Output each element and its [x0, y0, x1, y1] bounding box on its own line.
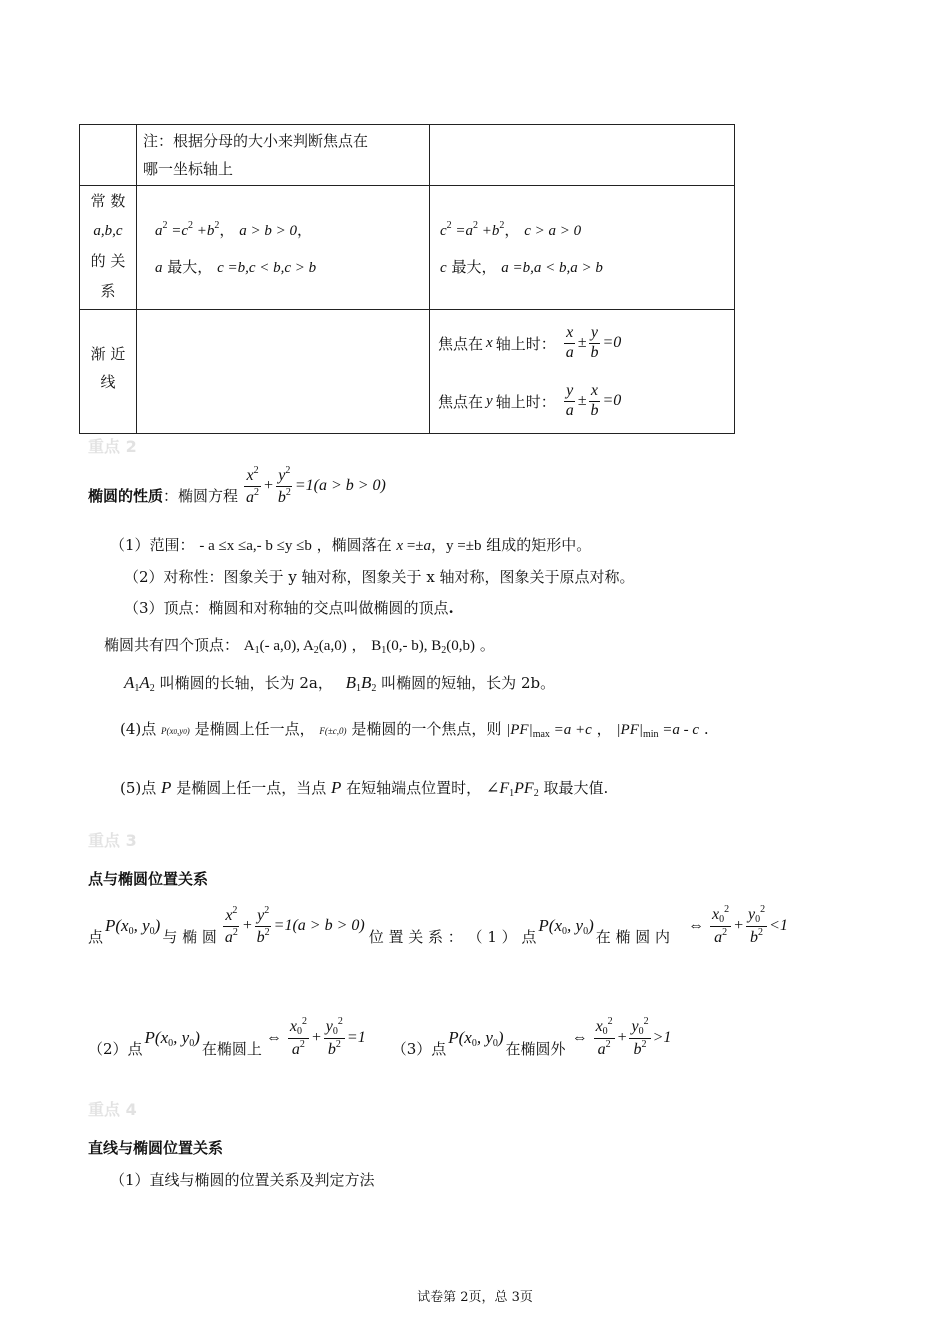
asymptote-y-line: [438, 372, 734, 430]
formula-x-over-a-pm-y-over-b: $\frac{x}{a}$ ± $\frac{y}{b}$ =0: [565, 323, 622, 361]
comma: ，: [351, 636, 367, 654]
table-row-constants: [80, 186, 735, 310]
item4-text: 是椭圆上任一点，: [194, 720, 315, 738]
table-cell-constants-label: [80, 186, 137, 310]
page-footer: 试卷第 2页，总 3页: [417, 1290, 533, 1305]
pf-max-formula: $|PF|_{max} =a +c$: [506, 722, 592, 740]
point-ellipse-title: 点与椭圆位置关系: [88, 870, 209, 888]
position-relation-text: 位 置 关 系 ： （ 1 ） 点: [368, 927, 537, 946]
max-text: 最大，: [167, 258, 213, 276]
period: .: [703, 720, 709, 738]
symbol-p: P: [161, 778, 172, 797]
four-vertices-line: [104, 634, 495, 656]
formula-a-eq-b: a =b,a < b,a > b: [501, 260, 603, 276]
table-row-asymptote: [80, 310, 735, 434]
formula-a-gt-b-gt-0: a > b > 0: [239, 223, 297, 239]
table-cell-empty: [80, 125, 137, 186]
point-text: 点: [88, 927, 104, 946]
ellipse-equation: $\frac{x^2}{a^2}$ + $\frac{y^2}{b^2}$ =1(a > b > 0): [246, 465, 386, 506]
relation-y-line2: [440, 249, 734, 286]
period: .: [448, 599, 454, 617]
on-ellipse-text: 在椭圆上: [201, 1039, 262, 1058]
focus-on-text: 焦点在: [438, 392, 484, 411]
table-cell-empty-right: [430, 125, 735, 186]
relation-x-line2: [155, 249, 429, 286]
property-focal-distance: [120, 718, 709, 740]
ellipse-properties-title: [88, 466, 386, 507]
vertices-b-formula: $B_1(0,-$ b), $B_2(0,b)$: [371, 638, 476, 656]
title-tail: ：椭圆方程: [163, 486, 239, 505]
ellipse-equation-2: $\frac{x^2}{a^2}$ + $\frac{y^2}{b^2}$ =1(a > b > 0): [224, 904, 365, 946]
point-ellipse-line-1: [88, 900, 788, 952]
point-p0: $P(x_0$, $y_0$): [448, 1027, 504, 1049]
minor-axis-text: 叫椭圆的短轴，长为 2b。: [381, 674, 556, 692]
formula-c-eq-b: c =b,c < b,c > b: [217, 260, 317, 276]
inside-condition: ⇔ $\frac{x_0^2}{a^2}$ + $\frac{y_0^2}{b^2}$ <1: [688, 903, 788, 947]
table-cell-asymptote-formulas: [430, 310, 735, 434]
outside-text: 在椭圆外: [505, 1039, 566, 1058]
item3-label: （3）点: [391, 1039, 447, 1058]
range-label: （1）范围：: [110, 536, 195, 554]
range-text: ，椭圆落在: [316, 536, 392, 554]
vertices-a-formula: $A_1(-$ a,0), $A_2(a,0)$: [243, 638, 347, 656]
formula-c2-a2-b2: $c^2 =a^2 +b^2$: [440, 220, 505, 239]
point-p0: $P(x_0$, $y_0$): [538, 915, 594, 937]
major-axis-text: 叫椭圆的长轴，长为 2a，: [159, 674, 333, 692]
range-formula: - a ≤x ≤a,- b ≤y ≤b: [199, 538, 312, 554]
property-symmetry: （2）对称性：图象关于 y 轴对称，图象关于 x 轴对称，图象关于原点对称。: [124, 568, 635, 586]
range-text-tail: 组成的矩形中。: [486, 536, 592, 554]
period: 。: [479, 636, 495, 654]
section-heading-2: 重点 2: [88, 437, 137, 456]
label-line-abc: a,b,c: [93, 223, 123, 239]
comma: ，: [596, 720, 612, 738]
table-cell-asymptote-label: [80, 310, 137, 434]
formula-c-gt-a-gt-0: c > a > 0: [524, 223, 582, 239]
item5-text-2: 在短轴端点位置时，: [346, 779, 482, 797]
formula-a2-c2-b2: $a^2 =c^2 +b^2$: [155, 220, 220, 239]
item5-label: (5)点: [120, 779, 157, 797]
item2-label: （2）点: [88, 1039, 143, 1058]
comma: ，: [296, 221, 312, 239]
note-line-2: 哪一坐标轴上: [143, 160, 234, 178]
axes-line: [124, 672, 555, 694]
symbol-y: y: [486, 392, 493, 409]
focus-symbol: F(±c,0): [319, 726, 347, 736]
item5-text-3: 取最大值.: [543, 779, 609, 797]
item5-text: 是椭圆上任一点，当点: [176, 779, 327, 797]
line-ellipse-item-1: （1）直线与椭圆的位置关系及判定方法: [110, 1171, 375, 1189]
on-condition: ⇔ $\frac{x_0^2}{a^2}$ + $\frac{y_0^2}{b^2}$ =1: [265, 1015, 366, 1059]
max-text: 最大，: [451, 258, 497, 276]
label-line: 常 数: [90, 192, 126, 210]
title-text: 椭圆的性质: [88, 486, 164, 505]
label-line: 的 关: [90, 252, 126, 270]
table-row-note: [80, 125, 735, 186]
b1b2-symbol: $B_1B_2$: [345, 673, 377, 694]
label-line: 渐 近: [90, 345, 126, 363]
comma: ，: [504, 221, 520, 239]
point-p0: $P(x_0$, $y_0$): [144, 1027, 200, 1049]
property-range: [110, 534, 591, 555]
asymptote-x-line: [438, 314, 734, 372]
label-line: 线: [100, 373, 116, 391]
symbol-p: P: [331, 778, 342, 797]
table-cell-note: [137, 125, 430, 186]
note-line-1: 注：根据分母的大小来判断焦点在: [143, 132, 369, 150]
four-vertices-text: 椭圆共有四个顶点：: [104, 636, 240, 654]
a1a2-symbol: $A_1A_2$: [124, 673, 155, 694]
outside-condition: ⇔ $\frac{x_0^2}{a^2}$ + $\frac{y_0^2}{b^2}$ >1: [571, 1015, 672, 1059]
angle-f1pf2: $\angle F_1PF_2$: [485, 780, 539, 799]
point-p0: $P(x_0$, $y_0$): [105, 915, 161, 937]
with-ellipse-text: 与 椭 圆: [162, 927, 217, 946]
relation-x-line1: [155, 208, 429, 249]
symbol-a: a: [155, 260, 163, 276]
symbol-c: c: [440, 260, 447, 276]
properties-table: [79, 124, 735, 434]
label-line: 系: [100, 282, 116, 300]
section-heading-4: 重点 4: [88, 1100, 137, 1119]
relation-y-line1: [440, 208, 734, 249]
pf-min-formula: $|PF|_{min} =a - c$: [616, 722, 700, 740]
table-cell-constants-y: [430, 186, 735, 310]
property-vertices: [124, 597, 454, 618]
item4-label: (4)点: [120, 720, 157, 738]
property-max-angle: [120, 777, 608, 799]
inside-text: 在 椭 圆 内: [595, 927, 671, 946]
vertices-text: （3）顶点：椭圆和对称轴的交点叫做椭圆的顶点: [124, 599, 449, 617]
item4-text-2: 是椭圆的一个焦点，则: [351, 720, 502, 738]
formula-y-over-a-pm-x-over-b: $\frac{y}{a}$ ± $\frac{x}{b}$ =0: [565, 381, 622, 419]
focus-on-text: 焦点在: [438, 334, 484, 353]
point-p-symbol: P(x0,y0): [161, 726, 190, 736]
axis-tail-text: 轴上时：: [495, 392, 556, 411]
axis-tail-text: 轴上时：: [495, 334, 556, 353]
point-ellipse-line-2: [88, 1012, 671, 1064]
table-cell-asymptote-empty: [137, 310, 430, 434]
comma: ，: [219, 221, 235, 239]
bounds-formula: x =±a，y =±b: [396, 538, 482, 554]
section-heading-3: 重点 3: [88, 831, 137, 850]
line-ellipse-title: 直线与椭圆位置关系: [88, 1139, 224, 1157]
symbol-x: x: [486, 334, 493, 351]
table-cell-constants-x: [137, 186, 430, 310]
